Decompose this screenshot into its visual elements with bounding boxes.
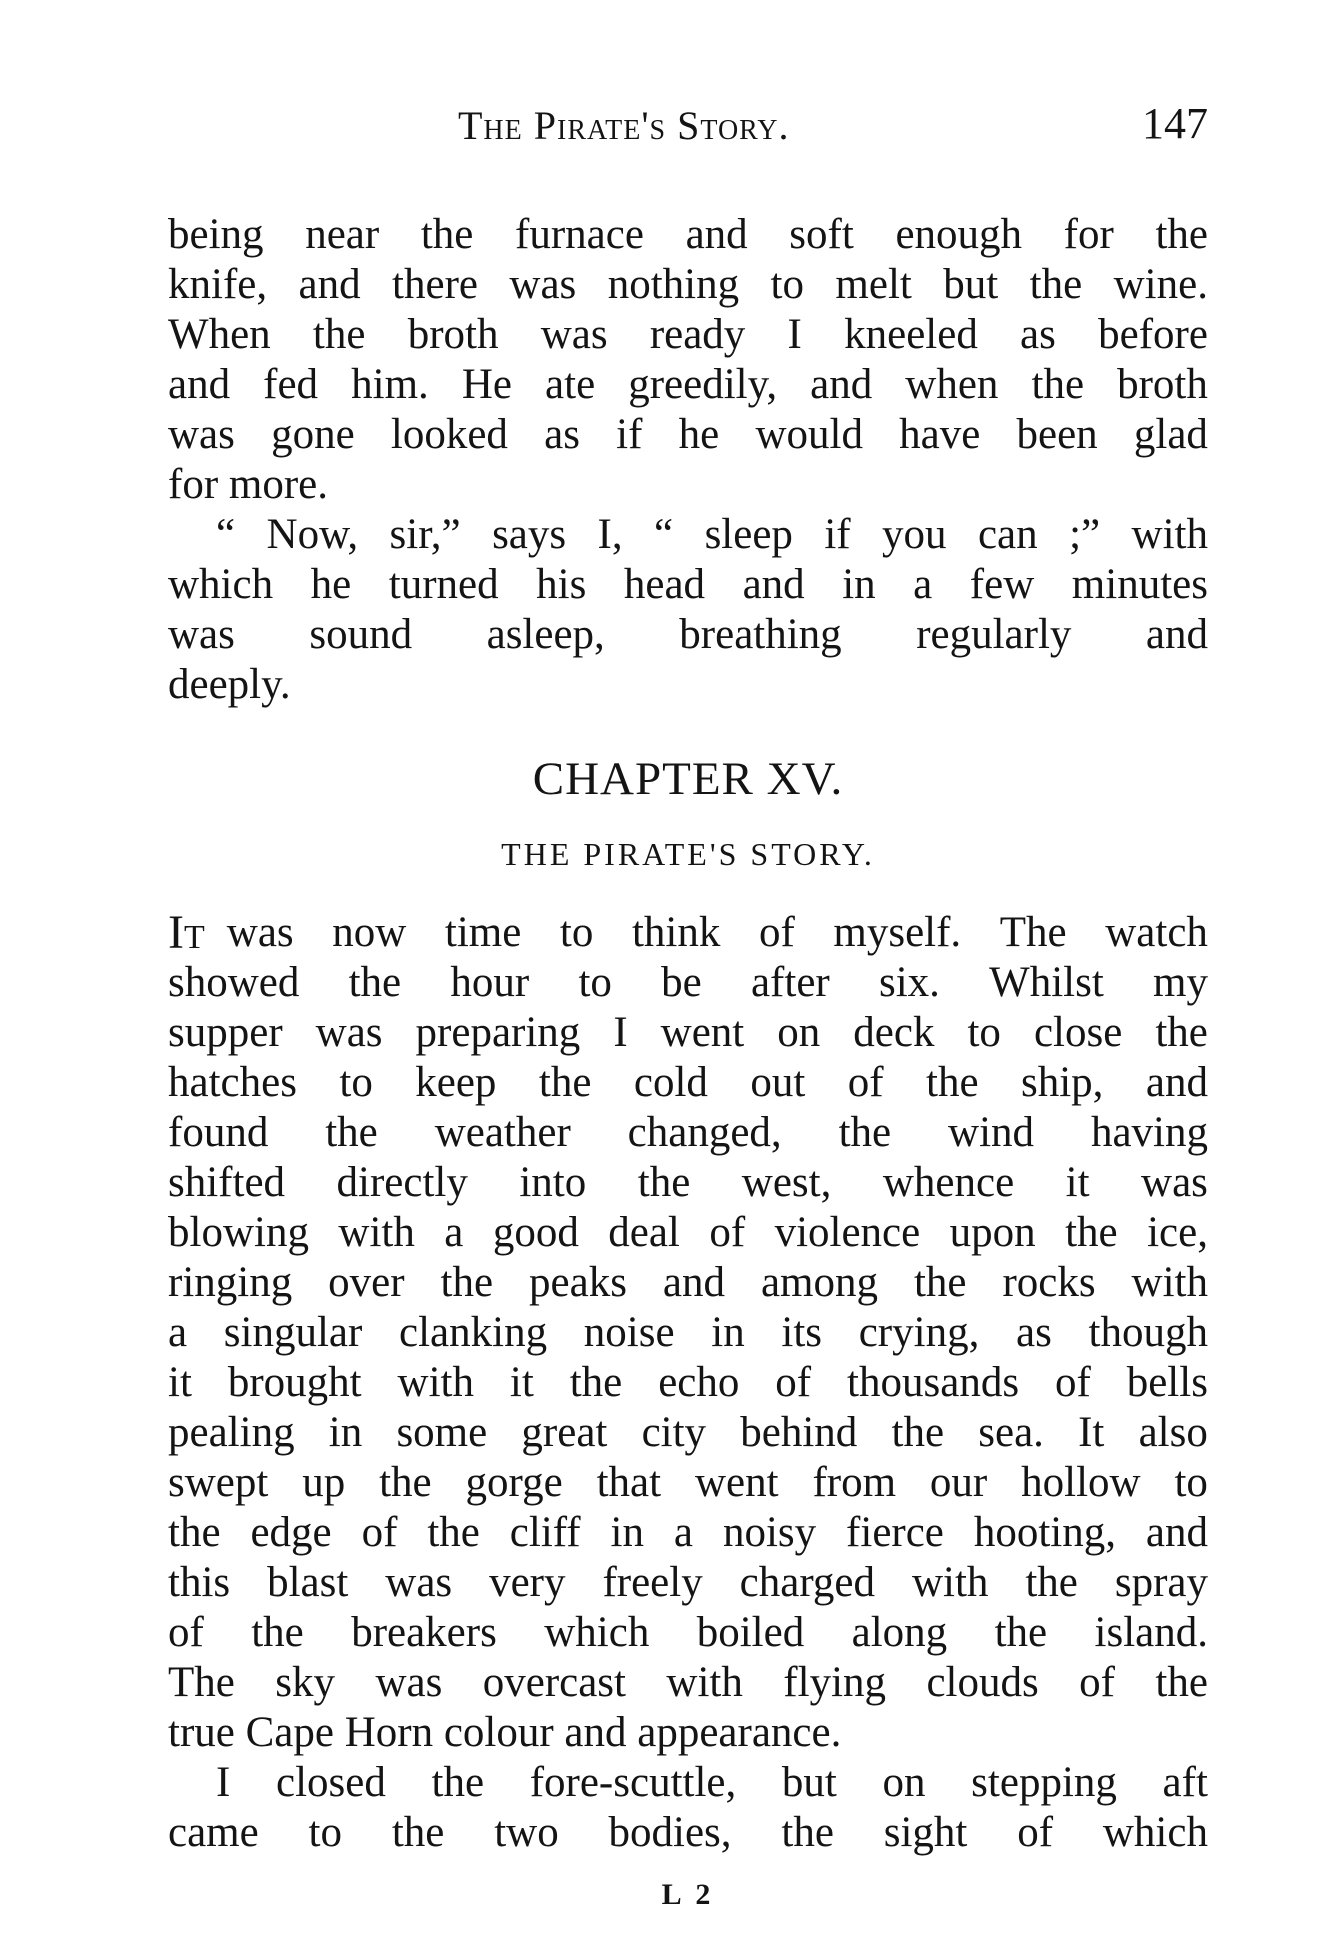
word: the xyxy=(538,1059,592,1106)
word: the xyxy=(913,1259,967,1306)
word: was xyxy=(540,311,608,358)
word: if xyxy=(616,411,643,458)
word: broth xyxy=(407,311,499,358)
word: island. xyxy=(1094,1609,1208,1656)
word: be xyxy=(661,959,702,1006)
word: the xyxy=(838,1109,892,1156)
word: blast xyxy=(267,1559,349,1606)
word: kneeled xyxy=(844,311,978,358)
word: asleep, xyxy=(486,611,605,658)
word: cold xyxy=(633,1059,708,1106)
word: up xyxy=(302,1459,346,1506)
text-line xyxy=(168,1258,1208,1308)
word: brought xyxy=(227,1359,362,1406)
word: wind xyxy=(948,1109,1035,1156)
word: freely xyxy=(602,1559,703,1606)
word: its xyxy=(781,1309,823,1356)
word: a xyxy=(168,1309,188,1356)
chapter-subtitle: THE PIRATE'S STORY. xyxy=(501,836,875,872)
word: thousands xyxy=(847,1359,1020,1406)
word: “ xyxy=(216,511,236,558)
word: and xyxy=(1145,1509,1208,1556)
word: with xyxy=(338,1209,415,1256)
word: came xyxy=(168,1809,259,1856)
word: you xyxy=(882,511,947,558)
word: the xyxy=(1155,1659,1208,1706)
continuation-paragraphs xyxy=(168,210,1208,710)
word: the xyxy=(348,959,402,1006)
word: turned xyxy=(388,561,499,608)
word: the xyxy=(427,1509,480,1556)
word: watch xyxy=(1105,909,1208,956)
text-line xyxy=(168,1358,1208,1408)
word: west, xyxy=(741,1159,832,1206)
word: directly xyxy=(336,1159,468,1206)
word: his xyxy=(536,561,587,608)
word: enough xyxy=(895,211,1023,258)
word: having xyxy=(1090,1109,1208,1156)
word: preparing xyxy=(415,1009,581,1056)
word: of xyxy=(775,1359,812,1406)
word: of xyxy=(847,1059,884,1106)
word: went xyxy=(660,1009,745,1056)
word: bells xyxy=(1126,1359,1208,1406)
word: he xyxy=(678,411,720,458)
word: the xyxy=(926,1059,979,1106)
word: of xyxy=(168,1609,204,1656)
word: the xyxy=(1031,361,1085,408)
word: echo xyxy=(658,1359,740,1406)
word: now xyxy=(332,909,407,956)
word: some xyxy=(396,1409,488,1456)
word: furnace xyxy=(515,211,644,258)
word: the xyxy=(379,1459,432,1506)
word: on xyxy=(882,1759,926,1806)
word: to xyxy=(1174,1459,1208,1506)
word: among xyxy=(760,1259,878,1306)
word: the xyxy=(569,1359,623,1406)
word: six. xyxy=(878,959,940,1006)
word: sea. xyxy=(978,1409,1044,1456)
word: good xyxy=(492,1209,579,1256)
word: “ xyxy=(654,511,674,558)
word: the xyxy=(431,1759,485,1806)
word: as xyxy=(1016,1309,1052,1356)
word: from xyxy=(812,1459,897,1506)
word: after xyxy=(750,959,830,1006)
word: ready xyxy=(649,311,746,358)
word: into xyxy=(519,1159,587,1206)
word: with xyxy=(397,1359,474,1406)
text-line xyxy=(168,1008,1208,1058)
word: and xyxy=(168,361,231,408)
word: boiled xyxy=(696,1609,805,1656)
word: head xyxy=(623,561,706,608)
word: the xyxy=(440,1259,494,1306)
word: I xyxy=(216,1759,231,1806)
word: it xyxy=(1065,1159,1090,1206)
word: melt xyxy=(835,261,912,308)
word: crying, xyxy=(858,1309,980,1356)
word: the xyxy=(1029,261,1083,308)
word: the xyxy=(325,1109,378,1156)
word: he xyxy=(310,561,352,608)
word: the xyxy=(312,311,366,358)
word: went xyxy=(694,1459,779,1506)
word: would xyxy=(755,411,863,458)
word: this xyxy=(168,1559,231,1606)
word: stepping xyxy=(971,1759,1117,1806)
word: myself. xyxy=(833,909,962,956)
word: fierce xyxy=(846,1509,944,1556)
word: and xyxy=(742,561,805,608)
word: if xyxy=(824,511,851,558)
word: and xyxy=(662,1259,725,1306)
word: of xyxy=(709,1209,746,1256)
word: minutes xyxy=(1071,561,1208,608)
word: but xyxy=(943,261,999,308)
word: of xyxy=(758,909,795,956)
word: in xyxy=(610,1509,644,1556)
text-line xyxy=(168,1408,1208,1458)
word: a xyxy=(913,561,933,608)
word: I xyxy=(787,311,802,358)
word: closed xyxy=(275,1759,386,1806)
word: supper xyxy=(168,1009,283,1056)
word: think xyxy=(631,909,721,956)
word: of xyxy=(361,1509,398,1556)
word: breakers xyxy=(351,1609,497,1656)
word: our xyxy=(929,1459,988,1506)
word: upon xyxy=(949,1209,1036,1256)
text-line xyxy=(168,310,1208,360)
word: which xyxy=(168,561,274,608)
word: sight xyxy=(883,1809,968,1856)
text-line xyxy=(168,1508,1208,1558)
chapter-heading: CHAPTER XV. xyxy=(532,753,844,805)
word: though xyxy=(1088,1309,1208,1356)
word: being xyxy=(168,211,264,258)
opening-line-rest xyxy=(227,908,1208,958)
word: him. xyxy=(351,361,429,408)
word: ice, xyxy=(1147,1209,1208,1256)
word: violence xyxy=(774,1209,921,1256)
text-line xyxy=(168,410,1208,460)
text-line xyxy=(168,1808,1208,1858)
word: weather xyxy=(434,1109,571,1156)
word: time xyxy=(444,909,522,956)
word: near xyxy=(305,211,380,258)
word: and xyxy=(1145,1059,1208,1106)
word: the xyxy=(1025,1559,1078,1606)
text-line xyxy=(168,1758,1208,1808)
word: The xyxy=(168,1659,235,1706)
text-line xyxy=(168,1608,1208,1658)
text-line xyxy=(168,1658,1208,1708)
word: and xyxy=(810,361,873,408)
word: hooting, xyxy=(973,1509,1116,1556)
word: nothing xyxy=(607,261,740,308)
word: to xyxy=(308,1809,342,1856)
word: hollow xyxy=(1021,1459,1141,1506)
word: looked xyxy=(390,411,508,458)
word: my xyxy=(1153,959,1208,1006)
word: great xyxy=(521,1409,608,1456)
word: singular xyxy=(223,1309,363,1356)
text-line xyxy=(168,560,1208,610)
word: cliff xyxy=(509,1509,581,1556)
word: pealing xyxy=(168,1409,295,1456)
word: with xyxy=(1131,1259,1208,1306)
word: swept xyxy=(168,1459,269,1506)
word: the xyxy=(1155,211,1208,258)
word: the xyxy=(637,1159,691,1206)
word: changed, xyxy=(627,1109,782,1156)
word: as xyxy=(1020,311,1056,358)
word: bodies, xyxy=(608,1809,732,1856)
word: with xyxy=(911,1559,989,1606)
word: I xyxy=(613,1009,628,1056)
word: was xyxy=(375,1659,443,1706)
word: the xyxy=(251,1609,304,1656)
word: to xyxy=(770,261,804,308)
word: when xyxy=(905,361,999,408)
word: wine. xyxy=(1113,261,1208,308)
text-line xyxy=(168,1558,1208,1608)
word: but xyxy=(781,1759,837,1806)
word: The xyxy=(999,909,1067,956)
word: gorge xyxy=(465,1459,563,1506)
word: charged xyxy=(739,1559,875,1606)
word: a xyxy=(673,1509,694,1556)
text-line xyxy=(168,610,1208,660)
text-line xyxy=(168,1158,1208,1208)
word: very xyxy=(489,1559,566,1606)
word: two xyxy=(494,1809,559,1856)
word: breathing xyxy=(679,611,842,658)
word: on xyxy=(777,1009,821,1056)
text-line xyxy=(168,210,1208,260)
text-line xyxy=(168,1208,1208,1258)
word: hour xyxy=(450,959,530,1006)
word: peaks xyxy=(529,1259,627,1306)
word: sky xyxy=(275,1659,336,1706)
initial-smallcaps: T xyxy=(183,919,205,956)
word: glad xyxy=(1133,411,1208,458)
text-line xyxy=(168,1058,1208,1108)
word: ate xyxy=(545,361,596,408)
word: showed xyxy=(168,959,300,1006)
text-line xyxy=(168,1458,1208,1508)
word: with xyxy=(1131,511,1208,558)
word: which xyxy=(1102,1809,1208,1856)
word: was xyxy=(226,909,294,956)
word: was xyxy=(168,411,235,458)
word: He xyxy=(461,361,512,408)
word: over xyxy=(328,1259,405,1306)
word: soft xyxy=(789,211,854,258)
word: with xyxy=(666,1659,743,1706)
running-title: The Pirate's Story. xyxy=(458,103,790,148)
word: shifted xyxy=(168,1159,286,1206)
word: the xyxy=(994,1609,1048,1656)
word: the xyxy=(391,1809,445,1856)
word: It xyxy=(1078,1409,1105,1456)
word: aft xyxy=(1162,1759,1208,1806)
text-line xyxy=(168,1108,1208,1158)
word: says xyxy=(492,511,567,558)
word: been xyxy=(1016,411,1098,458)
word: as xyxy=(544,411,580,458)
word: in xyxy=(711,1309,745,1356)
word: overcast xyxy=(482,1659,626,1706)
opening-line xyxy=(168,908,1208,958)
word: it xyxy=(509,1359,534,1406)
word: ringing xyxy=(168,1259,293,1306)
word: can xyxy=(977,511,1038,558)
word: of xyxy=(1054,1359,1091,1406)
word: the xyxy=(891,1409,945,1456)
word: sir,” xyxy=(389,511,461,558)
text-line xyxy=(168,360,1208,410)
word: I, xyxy=(597,511,623,558)
word: the xyxy=(168,1509,221,1556)
word: edge xyxy=(250,1509,332,1556)
text-line xyxy=(168,260,1208,310)
word: a xyxy=(444,1209,464,1256)
word: the xyxy=(420,211,474,258)
text-line xyxy=(168,958,1208,1008)
word: Now, xyxy=(266,511,359,558)
word: of xyxy=(1017,1809,1054,1856)
word: to xyxy=(339,1059,373,1106)
opening-word xyxy=(168,908,205,958)
word: out xyxy=(750,1059,806,1106)
word: was xyxy=(385,1559,453,1606)
word: there xyxy=(392,261,478,308)
word: sleep xyxy=(704,511,793,558)
word: the xyxy=(781,1809,834,1856)
word: deck xyxy=(853,1009,935,1056)
page-number: 147 xyxy=(1142,99,1208,148)
word: broth xyxy=(1117,361,1208,408)
word: fore-scuttle, xyxy=(529,1759,737,1806)
word: in xyxy=(328,1409,363,1456)
word: of xyxy=(1079,1659,1115,1706)
word: that xyxy=(596,1459,662,1506)
text-line: true Cape Horn colour and appearance. xyxy=(168,1709,842,1756)
chapter-body xyxy=(168,908,1208,1858)
word: the xyxy=(1155,1009,1208,1056)
word: have xyxy=(899,411,981,458)
word: it xyxy=(168,1359,192,1406)
initial-letter: I xyxy=(168,906,184,959)
word: to xyxy=(559,909,594,956)
word: ;” xyxy=(1069,511,1101,558)
word: was xyxy=(1141,1159,1208,1206)
word: behind xyxy=(740,1409,858,1456)
word: clanking xyxy=(399,1309,548,1356)
word: hatches xyxy=(168,1059,297,1106)
word: greedily, xyxy=(628,361,778,408)
word: for xyxy=(1063,211,1114,258)
text-line: deeply. xyxy=(168,661,291,708)
word: regularly xyxy=(916,611,1072,658)
word: whence xyxy=(882,1159,1015,1206)
word: along xyxy=(851,1609,948,1656)
word: to xyxy=(967,1009,1001,1056)
word: and xyxy=(298,261,361,308)
word: flying xyxy=(783,1659,887,1706)
word: city xyxy=(641,1409,707,1456)
word: close xyxy=(1033,1009,1123,1056)
word: fed xyxy=(263,361,319,408)
word: before xyxy=(1098,311,1208,358)
word: the xyxy=(1065,1209,1118,1256)
word: few xyxy=(969,561,1035,608)
word: ship, xyxy=(1020,1059,1104,1106)
word: was xyxy=(315,1009,383,1056)
word: gone xyxy=(271,411,355,458)
word: was xyxy=(168,611,235,658)
word: sound xyxy=(309,611,413,658)
word: clouds xyxy=(926,1659,1039,1706)
word: and xyxy=(685,211,748,258)
running-head xyxy=(168,96,1208,156)
word: to xyxy=(578,959,612,1006)
text-line xyxy=(168,510,1208,560)
word: keep xyxy=(415,1059,497,1106)
word: blowing xyxy=(168,1209,309,1256)
word: Whilst xyxy=(989,959,1104,1006)
word: deal xyxy=(608,1209,680,1256)
word: noise xyxy=(583,1309,675,1356)
text-line: for more. xyxy=(168,461,328,508)
word: which xyxy=(544,1609,650,1656)
signature-mark: L 2 xyxy=(661,1878,715,1911)
word: noisy xyxy=(722,1509,817,1556)
word: When xyxy=(168,311,271,358)
word: also xyxy=(1138,1409,1208,1456)
word: in xyxy=(842,561,876,608)
word: and xyxy=(1145,611,1208,658)
word: spray xyxy=(1114,1559,1208,1606)
word: was xyxy=(509,261,577,308)
word: found xyxy=(168,1109,269,1156)
word: knife, xyxy=(168,261,268,308)
word: rocks xyxy=(1002,1259,1096,1306)
text-line xyxy=(168,1308,1208,1358)
